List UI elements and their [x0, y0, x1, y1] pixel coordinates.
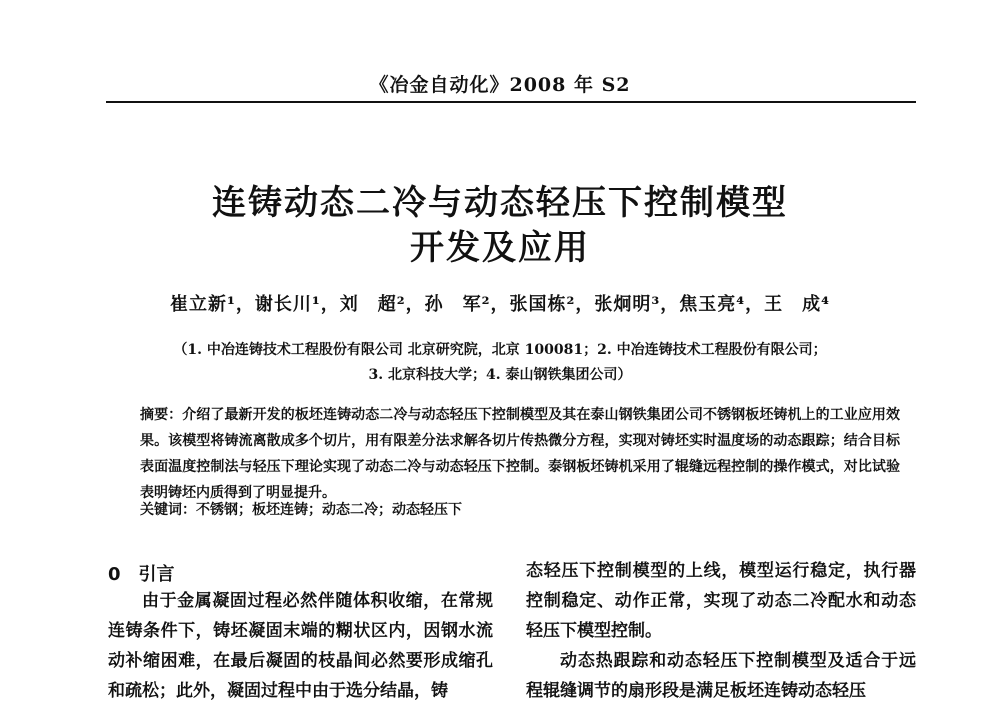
section-title: 引言	[138, 564, 175, 585]
paper-title-line1: 连铸动态二冷与动态轻压下控制模型	[212, 183, 788, 223]
paper-title-line2: 开发及应用	[410, 228, 590, 268]
keywords	[140, 499, 900, 519]
affiliation-line1: （1. 中冶连铸技术工程股份有限公司 北京研究院，北京 100081；2. 中冶连铸技术工程股份有限公司；	[173, 342, 827, 358]
body-paragraph: 态轻压下控制模型的上线，模型运行稳定，执行器控制稳定、动作正常，实现了动态二冷配水和动态轻压下模型控制。	[526, 561, 916, 641]
header-rule	[106, 101, 916, 103]
keywords-label: 关键词：	[140, 502, 196, 518]
abstract-label: 摘要：	[140, 407, 183, 423]
section-number: 0	[108, 564, 121, 585]
body-column-left	[108, 586, 493, 706]
affiliation-line2: 3. 北京科技大学；4. 泰山钢铁集团公司）	[368, 367, 632, 383]
abstract-text: 介绍了最新开发的板坯连铸动态二冷与动态轻压下控制模型及其在泰山钢铁集团公司不锈钢板坯铸机上的工业应用效果。该模型将铸流离散成多个切片，用有限差分法求解各切片传热微分方程，实现对铸坯实时温度场的动态跟踪；结合目标表面温度控制法与轻压下理论实现了动态二冷与动态轻压下控制。泰钢板坯铸机采用了辊缝远程控制的操作模式，对比试验表明铸坯内质得到了明显提升。	[140, 407, 901, 501]
body-column-right	[526, 556, 916, 706]
body-paragraph: 动态热跟踪和动态轻压下控制模型及适合于远程辊缝调节的扇形段是满足板坯连铸动态轻压	[526, 651, 916, 701]
body-paragraph: 由于金属凝固过程必然伴随体积收缩，在常规连铸条件下，铸坯凝固末端的糊状区内，因钢水流动补缩困难，在最后凝固的枝晶间必然要形成缩孔和疏松；此外，凝固过程中由于选分结晶，铸	[108, 591, 493, 701]
journal-header: 《冶金自动化》2008 年 S2	[369, 74, 631, 96]
section-heading	[108, 560, 175, 586]
author-list: 崔立新¹，谢长川¹，刘 超²，孙 军²，张国栋²，张炯明³，焦玉亮⁴，王 成⁴	[169, 294, 831, 315]
keywords-text: 不锈钢；板坯连铸；动态二冷；动态轻压下	[196, 502, 462, 518]
abstract	[140, 402, 900, 506]
